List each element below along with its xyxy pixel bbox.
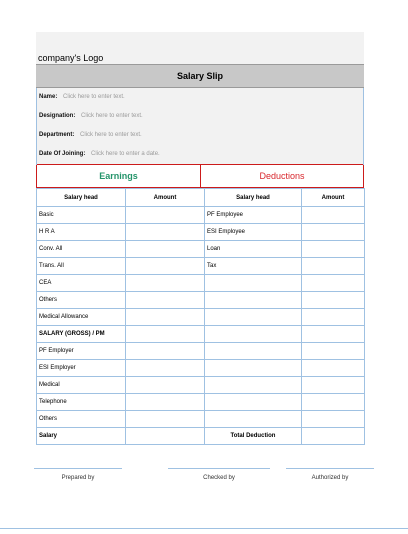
- table-row: [37, 326, 365, 343]
- deduction-amount-cell[interactable]: [302, 224, 365, 241]
- deduction-head-cell: [205, 309, 302, 326]
- department-field[interactable]: Click here to enter text.: [80, 132, 142, 138]
- department-label: Department:: [39, 132, 75, 138]
- table-row: [37, 411, 365, 428]
- deduction-amount-cell[interactable]: [302, 394, 365, 411]
- earning-amount-cell[interactable]: [126, 394, 205, 411]
- earning-amount-cell[interactable]: [126, 207, 205, 224]
- table-row: [37, 292, 365, 309]
- earning-head-cell: ESI Employer: [37, 360, 126, 377]
- earning-head-cell: Others: [37, 292, 126, 309]
- authorized-by-label: Authorized by: [311, 475, 349, 481]
- deduction-head-cell: [205, 326, 302, 343]
- authorized-by-line: [286, 468, 374, 469]
- checked-by-label: Checked by: [203, 475, 235, 481]
- salary-table: [36, 188, 365, 445]
- earning-head-cell: Medical: [37, 377, 126, 394]
- table-row: [37, 360, 365, 377]
- deduction-head-cell: ESI Employee: [205, 224, 302, 241]
- deduction-head-cell: [205, 360, 302, 377]
- table-row: [37, 377, 365, 394]
- company-logo-text: company's Logo: [38, 53, 104, 63]
- date-of-joining-label: Date Of Joining:: [39, 151, 86, 157]
- earning-amount-cell[interactable]: [126, 343, 205, 360]
- earning-head-cell: Basic: [37, 207, 126, 224]
- earning-amount-cell[interactable]: [126, 292, 205, 309]
- deduction-head-cell: [205, 292, 302, 309]
- deduction-amount-cell[interactable]: [302, 292, 365, 309]
- section-headers: [36, 165, 364, 188]
- signature-section: [0, 468, 408, 488]
- deductions-heading: Deductions: [200, 165, 364, 188]
- deduction-amount-cell[interactable]: [302, 258, 365, 275]
- earnings-heading: Earnings: [36, 165, 200, 188]
- table-row: [37, 207, 365, 224]
- deduction-head-cell: PF Employee: [205, 207, 302, 224]
- table-row: [37, 241, 365, 258]
- earning-amount-cell[interactable]: [126, 309, 205, 326]
- name-label: Name:: [39, 94, 58, 100]
- document-title: Salary Slip: [36, 64, 364, 88]
- earning-amount-header: Amount: [126, 189, 205, 207]
- earning-amount-cell[interactable]: [126, 326, 205, 343]
- earning-amount-cell[interactable]: [126, 428, 205, 445]
- earning-head-cell: Others: [37, 411, 126, 428]
- earning-head-cell: H R A: [37, 224, 126, 241]
- designation-label: Designation:: [39, 113, 76, 119]
- authorized-by-block: [286, 468, 374, 481]
- department-row: [37, 126, 363, 145]
- prepared-by-line: [34, 468, 122, 469]
- earning-salary-head-header: Salary head: [37, 189, 126, 207]
- designation-field[interactable]: Click here to enter text.: [81, 113, 143, 119]
- prepared-by-label: Prepared by: [61, 475, 95, 481]
- salary-slip-document: [36, 32, 364, 445]
- checked-by-line: [168, 468, 270, 469]
- page-bottom-rule: [0, 528, 408, 529]
- date-of-joining-field[interactable]: Click here to enter a date.: [91, 151, 160, 157]
- deduction-head-cell: Loan: [205, 241, 302, 258]
- deduction-amount-cell[interactable]: [302, 360, 365, 377]
- deduction-amount-cell[interactable]: [302, 207, 365, 224]
- table-row: [37, 258, 365, 275]
- deduction-amount-cell[interactable]: [302, 428, 365, 445]
- earning-head-cell: Conv. All: [37, 241, 126, 258]
- deduction-amount-cell[interactable]: [302, 241, 365, 258]
- deduction-amount-cell[interactable]: [302, 343, 365, 360]
- earning-head-cell: Salary: [37, 428, 126, 445]
- deduction-salary-head-header: Salary head: [205, 189, 302, 207]
- checked-by-block: [168, 468, 270, 481]
- earning-amount-cell[interactable]: [126, 275, 205, 292]
- employee-info-block: [36, 88, 364, 165]
- earning-head-cell: Trans. All: [37, 258, 126, 275]
- deduction-head-cell: Tax: [205, 258, 302, 275]
- deduction-amount-cell[interactable]: [302, 326, 365, 343]
- deduction-amount-cell[interactable]: [302, 377, 365, 394]
- deduction-head-cell: Total Deduction: [205, 428, 302, 445]
- table-row: [37, 394, 365, 411]
- name-row: [37, 88, 363, 107]
- earning-head-cell: SALARY (GROSS) / PM: [37, 326, 126, 343]
- earning-head-cell: CEA: [37, 275, 126, 292]
- deduction-amount-cell[interactable]: [302, 309, 365, 326]
- deduction-head-cell: [205, 275, 302, 292]
- earning-head-cell: Medical Allowance: [37, 309, 126, 326]
- deduction-amount-cell[interactable]: [302, 411, 365, 428]
- table-row: [37, 224, 365, 241]
- deduction-head-cell: [205, 343, 302, 360]
- earning-amount-cell[interactable]: [126, 224, 205, 241]
- table-row: [37, 275, 365, 292]
- deduction-amount-header: Amount: [302, 189, 365, 207]
- deduction-amount-cell[interactable]: [302, 275, 365, 292]
- table-row: [37, 309, 365, 326]
- logo-band: [36, 32, 364, 64]
- earning-head-cell: PF Employer: [37, 343, 126, 360]
- deduction-head-cell: [205, 394, 302, 411]
- table-header-row: [37, 189, 365, 207]
- earning-amount-cell[interactable]: [126, 377, 205, 394]
- earning-amount-cell[interactable]: [126, 360, 205, 377]
- table-row: [37, 343, 365, 360]
- date-of-joining-row: [37, 145, 363, 165]
- name-field[interactable]: Click here to enter text.: [63, 94, 125, 100]
- deduction-head-cell: [205, 377, 302, 394]
- earning-amount-cell[interactable]: [126, 411, 205, 428]
- earning-head-cell: Telephone: [37, 394, 126, 411]
- earning-amount-cell[interactable]: [126, 241, 205, 258]
- deduction-head-cell: [205, 411, 302, 428]
- designation-row: [37, 107, 363, 126]
- earning-amount-cell[interactable]: [126, 258, 205, 275]
- prepared-by-block: [34, 468, 122, 481]
- table-row: [37, 428, 365, 445]
